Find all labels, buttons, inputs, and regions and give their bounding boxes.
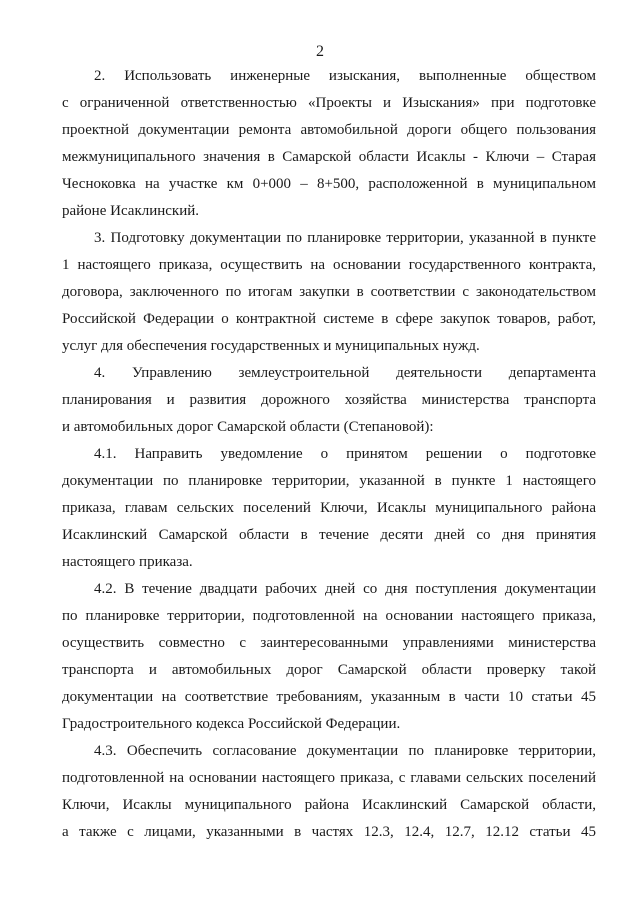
paragraph-4-1-line: документации по планировке территории, указанной в пункте 1 настоящего	[62, 473, 596, 489]
paragraph-4-3-line: подготовленной на основании настоящего приказа, с главами сельских поселений	[62, 770, 596, 786]
paragraph-4-2-line: осуществить совместно с заинтересованными управлениями министерства	[62, 635, 596, 651]
paragraph-4-2-line: документации на соответствие требованиям, указанным в части 10 статьи 45	[62, 689, 596, 705]
paragraph-4-1-line: настоящего приказа.	[62, 554, 193, 570]
paragraph-4-1-line: приказа, главам сельских поселений Ключи, Исаклы муниципального района	[62, 500, 596, 516]
paragraph-3-line: услуг для обеспечения государственных и муниципальных нужд.	[62, 338, 480, 354]
paragraph-4-2-line: транспорта и автомобильных дорог Самарской области проверку такой	[62, 662, 596, 678]
paragraph-2-line: с ограниченной ответственностью «Проекты и Изыскания» при подготовке	[62, 95, 596, 111]
paragraph-2-line: 2. Использовать инженерные изыскания, выполненные обществом	[94, 68, 596, 84]
paragraph-2-line: Чесноковка на участке км 0+000 – 8+500, расположенной в муниципальном	[62, 176, 596, 192]
paragraph-4-1-line: 4.1. Направить уведомление о принятом решении о подготовке	[94, 446, 596, 462]
paragraph-4-3-line: 4.3. Обеспечить согласование документации по планировке территории,	[94, 743, 596, 759]
paragraph-4-3-line: Ключи, Исаклы муниципального района Исаклинский Самарской области,	[62, 797, 596, 813]
paragraph-4-2-line: по планировке территории, подготовленной на основании настоящего приказа,	[62, 608, 596, 624]
paragraph-4-line: и автомобильных дорог Самарской области (Степановой):	[62, 419, 434, 435]
paragraph-2-line: проектной документации ремонта автомобильной дороги общего пользования	[62, 122, 596, 138]
paragraph-3-line: 1 настоящего приказа, осуществить на основании государственного контракта,	[62, 257, 596, 273]
paragraph-4-1-line: Исаклинский Самарской области в течение десяти дней со дня принятия	[62, 527, 596, 543]
paragraph-4-line: 4. Управлению землеустроительной деятельности департамента	[94, 365, 596, 381]
paragraph-3-line: Российской Федерации о контрактной системе в сфере закупок товаров, работ,	[62, 311, 596, 327]
paragraph-3-line: 3. Подготовку документации по планировке территории, указанной в пункте	[94, 230, 596, 246]
paragraph-4-line: планирования и развития дорожного хозяйства министерства транспорта	[62, 392, 596, 408]
paragraph-3-line: договора, заключенного по итогам закупки в соответствии с законодательством	[62, 284, 596, 300]
paragraph-4-2-line: 4.2. В течение двадцати рабочих дней со дня поступления документации	[94, 581, 596, 597]
paragraph-4-2-line: Градостроительного кодекса Российской Федерации.	[62, 716, 401, 732]
paragraph-2-line: межмуниципального значения в Самарской области Исаклы - Ключи – Старая	[62, 149, 596, 165]
page-number: 2	[316, 43, 324, 60]
paragraph-4-3-line: а также с лицами, указанными в частях 12.3, 12.4, 12.7, 12.12 статьи 45	[62, 824, 596, 840]
paragraph-2-line: районе Исаклинский.	[62, 203, 200, 219]
